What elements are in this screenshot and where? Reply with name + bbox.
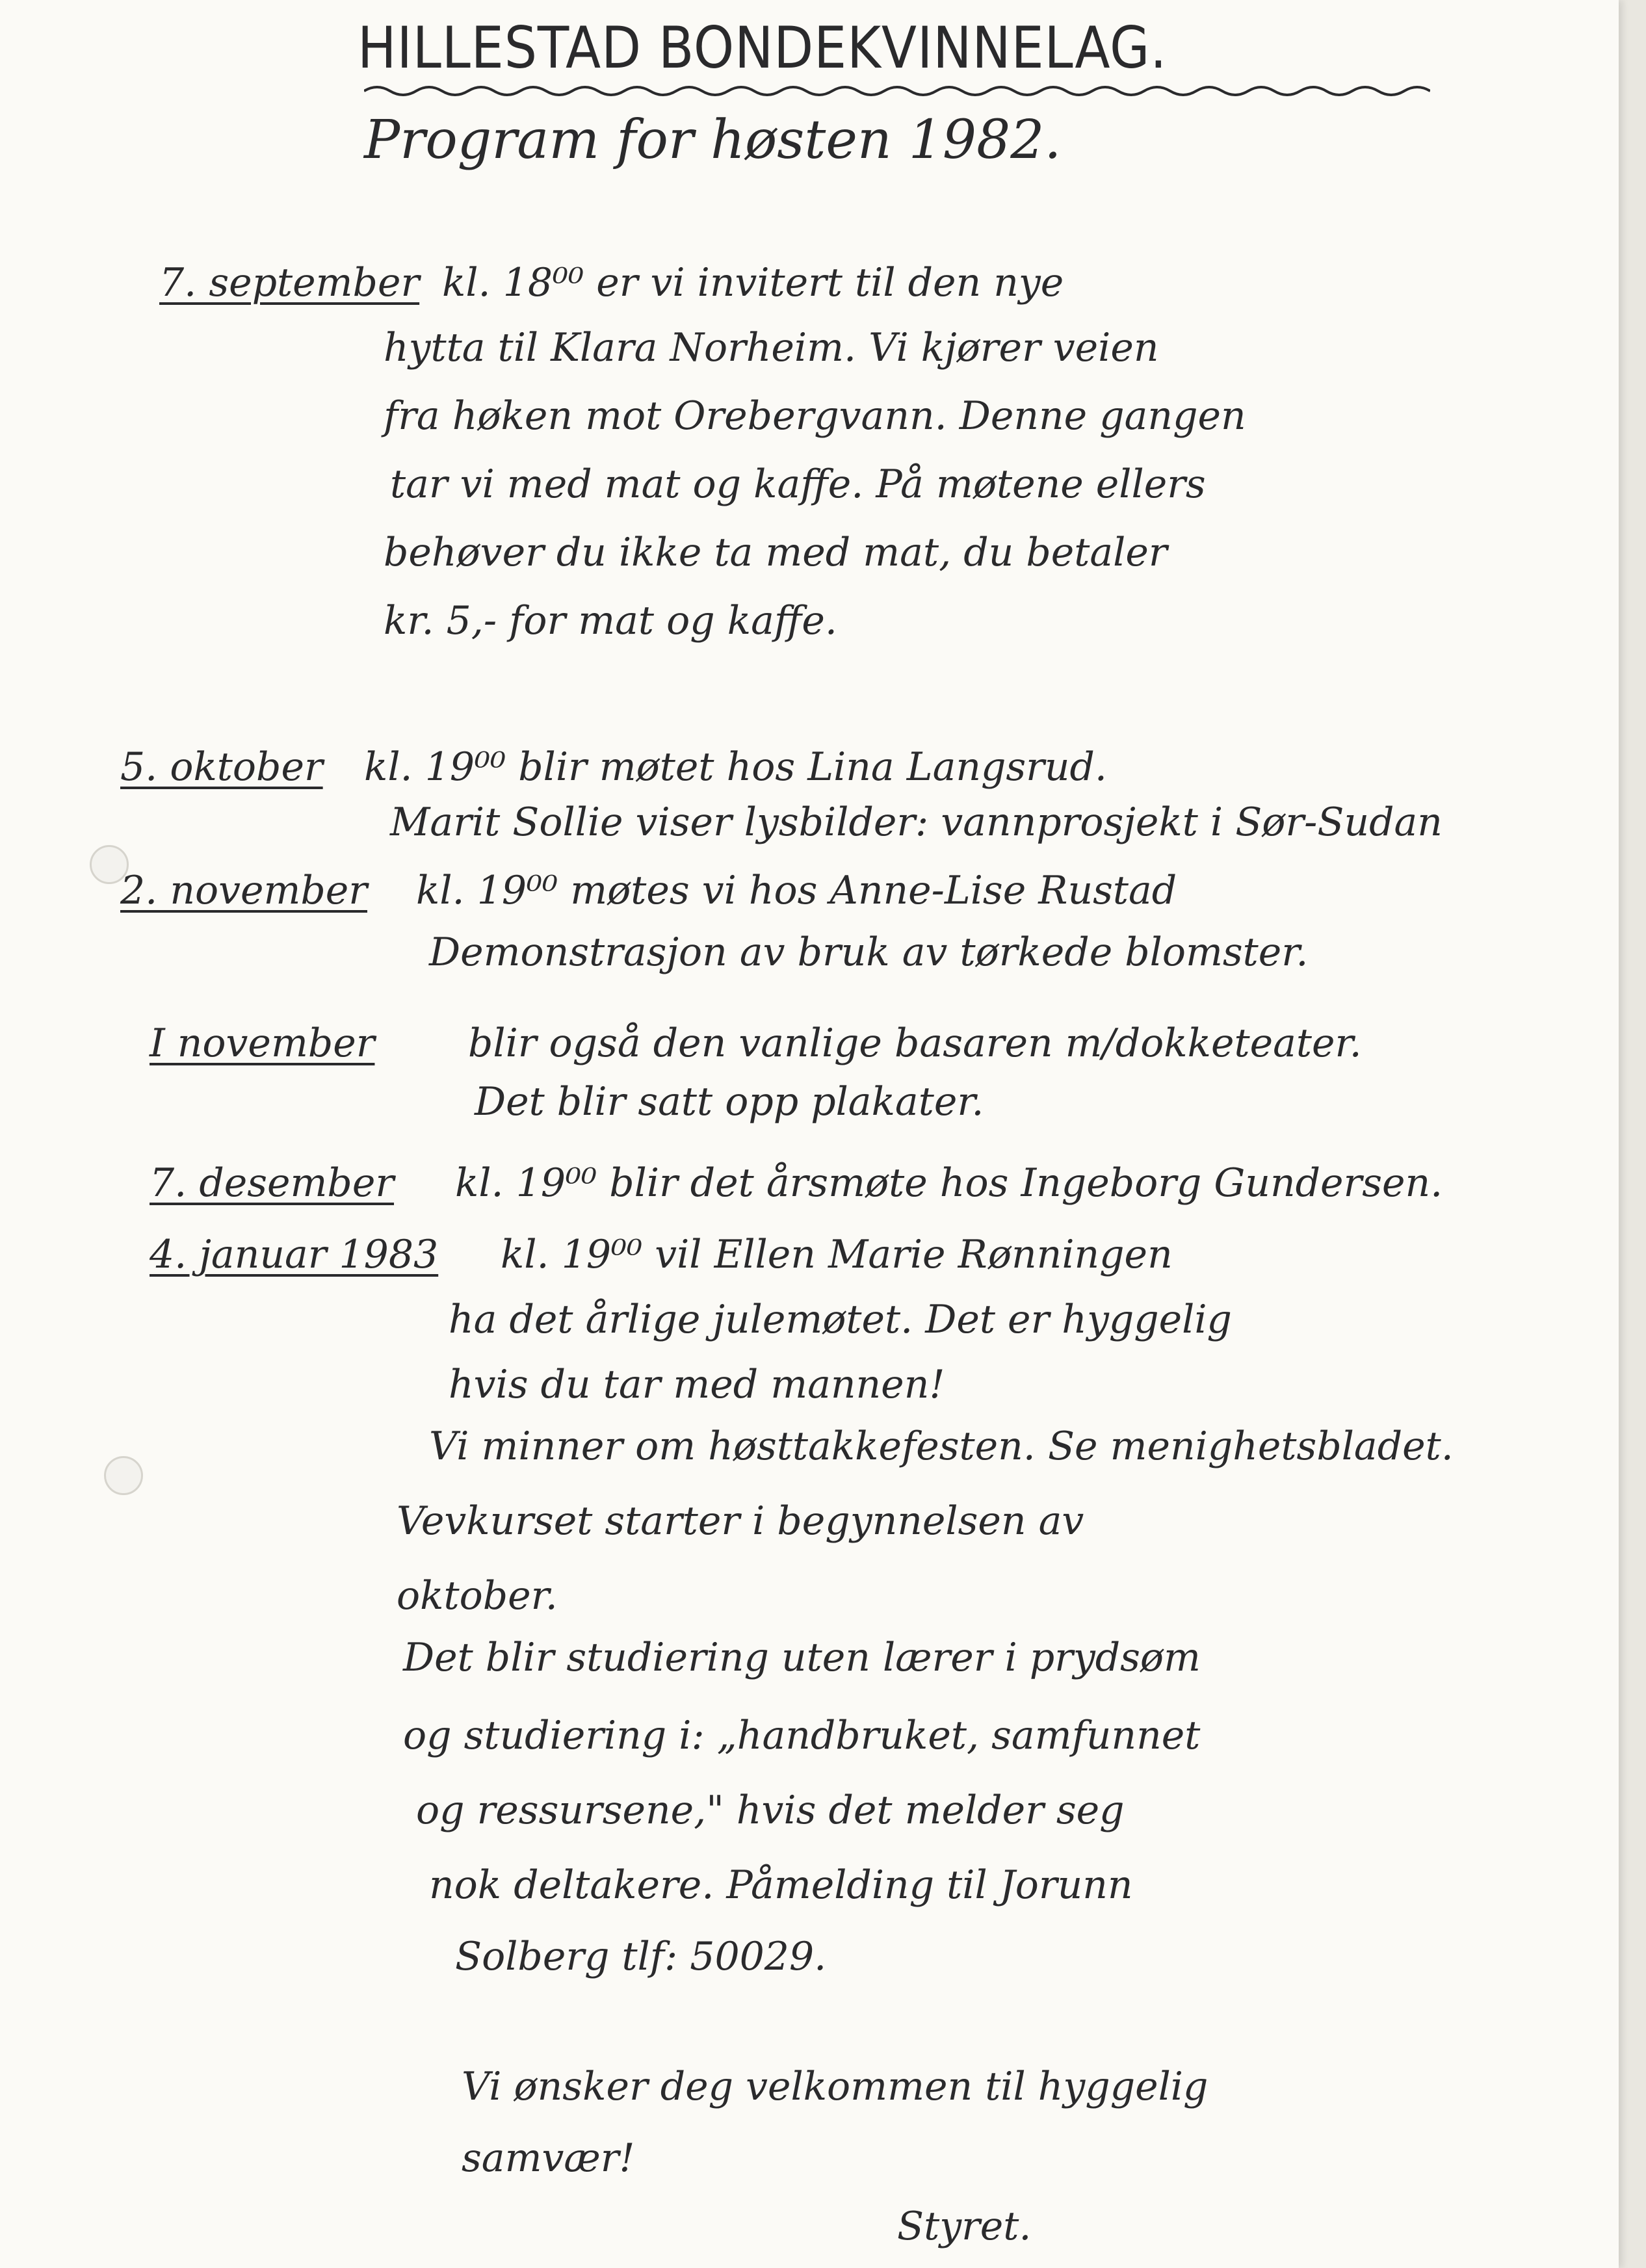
note-line: oktober. [397,1573,558,1619]
event-line: kl. 19⁰⁰ møtes vi hos Anne-Lise Rustad [416,868,1177,913]
event-date-nov: I november [150,1021,375,1066]
event-line: ha det årlige julemøtet. Det er hyggelig [449,1297,1232,1342]
closing-line: Vi ønsker deg velkommen til hyggelig [462,2064,1208,2109]
note-line: Solberg tlf: 50029. [455,1934,827,1979]
event-line: kr. 5,- for mat og kaffe. [384,598,837,644]
punch-hole [104,1456,143,1495]
event-date-jan-4: 4. januar 1983 [150,1232,439,1277]
event-line: fra høken mot Orebergvann. Denne gangen [384,393,1246,439]
event-date-nov-2: 2. november [120,868,367,913]
document-subtitle: Program for høsten 1982. [364,109,1062,171]
document-title: HILLESTAD BONDEKVINNELAG. [358,14,1168,81]
event-line: kl. 18⁰⁰ er vi invitert til den nye [442,260,1064,306]
event-line: kl. 19⁰⁰ blir møtet hos Lina Langsrud. [364,744,1107,790]
signature: Styret. [897,2204,1032,2249]
note-line: nok deltakere. Påmelding til Jorunn [429,1862,1133,1908]
event-line: Marit Sollie viser lysbilder: vannprosjekt i Sør-Sudan [390,800,1443,845]
note-line: Vi minner om høsttakkefesten. Se menighetsbladet. [429,1424,1454,1469]
closing-line: samvær! [462,2135,635,2181]
event-line: hvis du tar med mannen! [449,1362,945,1407]
event-line: kl. 19⁰⁰ vil Ellen Marie Rønningen [501,1232,1173,1277]
event-date-oct-5: 5. oktober [120,744,323,790]
event-line: Det blir satt opp plakater. [475,1079,984,1125]
event-line: kl. 19⁰⁰ blir det årsmøte hos Ingeborg Gundersen. [455,1160,1443,1206]
event-line: tar vi med mat og kaffe. På møtene ellers [390,462,1206,507]
event-line: blir også den vanlige basaren m/dokketeater. [468,1021,1362,1066]
event-date-dec-7: 7. desember [150,1160,395,1206]
event-line: hytta til Klara Norheim. Vi kjører veien [384,325,1159,371]
event-line: Demonstrasjon av bruk av tørkede blomster. [429,930,1309,975]
event-date-sep-7: 7. september [159,260,420,306]
note-line: og studiering i: „handbruket, samfunnet [403,1713,1201,1758]
note-line: Vevkurset starter i begynnelsen av [397,1498,1084,1544]
note-line: Det blir studiering uten lærer i prydsøm [403,1635,1201,1680]
event-line: behøver du ikke ta med mat, du betaler [384,530,1168,575]
note-line: og ressursene," hvis det melder seg [416,1788,1125,1833]
title-wavy-underline [364,83,1430,99]
